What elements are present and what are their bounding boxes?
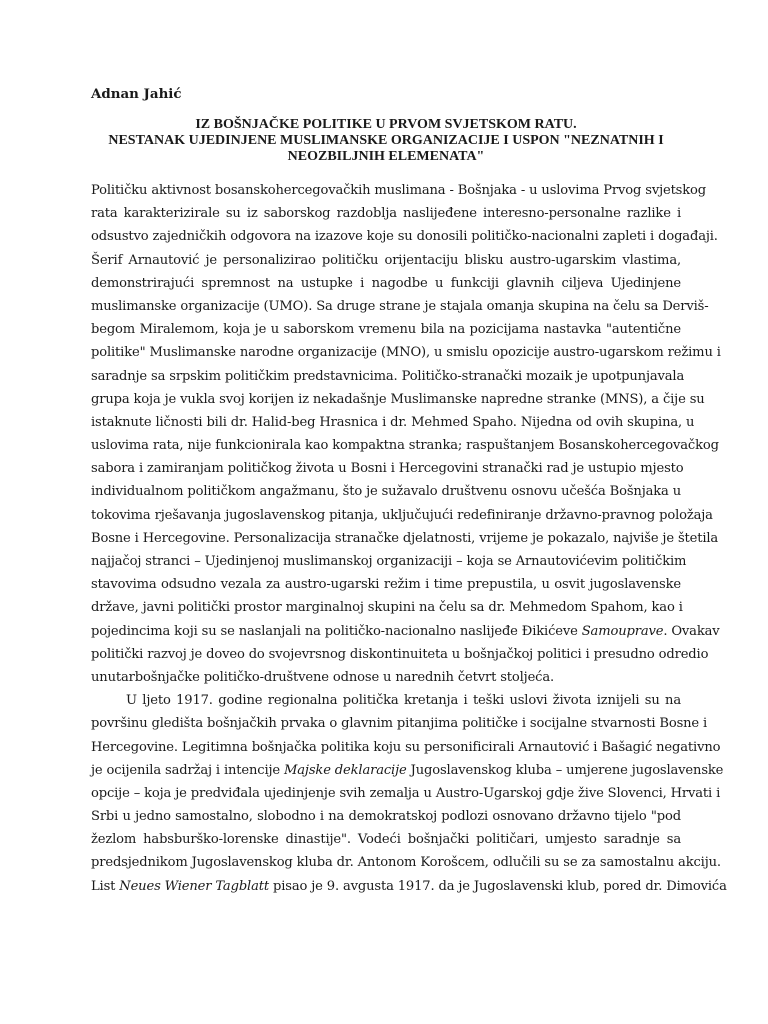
text-line: površinu gledišta bošnjačkih prvaka o glavnim pitanjima političke i socijalne stvarnosti Bosne i	[91, 716, 708, 732]
text-line: U ljeto 1917. godine regionalna politička kretanja i teški uslovi života iznijeli su na	[126, 693, 681, 709]
text-line: predsjednikom Jugoslavenskog kluba dr. Antonom Korošcem, odlučili su se za samostalnu akciju.	[91, 855, 721, 871]
text-line: najjačoj stranci – Ujedinjenoj muslimanskoj organizaciji – koja se Arnautovićevim političkim	[91, 554, 687, 569]
title-line: IZ BOŠNJAČKE POLITIKE U PRVOM SVJETSKOM RATU.	[195, 117, 577, 132]
text-line: Srbi u jedno samostalno, slobodno i na demokratskoj podlozi osnovano državno tijelo "pod	[91, 809, 681, 825]
text-line: tokovima rješavanja jugoslavenskog pitanja, uključujući redefiniranje državno-pravnog položaja	[91, 507, 713, 523]
text-line: opcije – koja je predviđala ujedinjenje svih zemalja u Austro-Ugarskoj gdje žive Slovenci, Hrvati i	[91, 785, 721, 801]
title-line: NESTANAK UJEDINJENE MUSLIMANSKE ORGANIZACIJE I USPON "NEZNATNIH I	[108, 133, 664, 148]
text-line	[91, 875, 727, 898]
text-run: Jugoslavenskog kluba – umjerene jugoslavenske	[406, 762, 724, 778]
author-name: Adnan Jahić	[91, 86, 182, 102]
text-line: Šerif Arnautović je personalizirao političku orijentaciju blisku austro-ugarskim vlastima,	[91, 252, 681, 268]
italic-title: Neues Wiener Tagblatt	[119, 878, 269, 894]
text-line: Hercegovine. Legitimna bošnjačka politika koju su personificirali Arnautović i Bašagić negativno	[91, 739, 721, 755]
text-line: saradnje sa srpskim političkim predstavnicima. Političko-stranački mozaik je upotpunjavala	[91, 368, 685, 384]
text-line	[91, 620, 720, 643]
text-run: pisao je 9. avgusta 1917. da je Jugoslavenski klub, pored dr. Dimovića	[268, 878, 727, 894]
paragraph-1	[91, 179, 721, 689]
text-line: individualnom političkom angažmanu, što je sužavalo društvenu osnovu učešća Bošnjaka u	[91, 484, 681, 500]
text-run: List	[91, 878, 120, 894]
title-line: NEOZBILJNIH ELEMENATA"	[287, 149, 485, 164]
text-line: Bosne i Hercegovine. Personalizacija stranačke djelatnosti, vrijeme je pokazalo, najviše je štetila	[91, 530, 719, 546]
text-line: politički razvoj je doveo do svojevrsnog diskontinuiteta u bošnjačkoj politici i presudno odredio	[91, 646, 709, 662]
text-line: sabora i zamiranjam političkog života u Bosni i Hercegovini stranački rad je ustupio mjesto	[91, 461, 684, 477]
text-line: muslimanske organizacije (UMO). Sa druge strane je stajala omanja skupina na čelu sa Derviš-	[91, 298, 709, 314]
text-line: stavovima odsudno vezala za austro-ugarski režim i time prepustila, u osvit jugoslavenske	[91, 577, 681, 593]
text-line: uslovima rata, nije funkcionirala kao kompaktna stranka; raspuštanjem Bosanskohercegovačkog	[91, 438, 719, 454]
text-line: Političku aktivnost bosanskohercegovačkih muslimana - Bošnjaka - u uslovima Prvog svjetskog	[91, 183, 707, 198]
text-line: istaknute ličnosti bili dr. Halid-beg Hrasnica i dr. Mehmed Spaho. Nijedna od ovih skupina, u	[91, 414, 695, 430]
text-run: je ocijenila sadržaj i intencije	[91, 762, 285, 778]
text-line: politike" Muslimanske narodne organizacije (MNO), u smislu opozicije austro-ugarskom režimu i	[91, 345, 721, 361]
text-line: begom Miralemom, koja je u saborskom vremenu bila na pozicijama nastavka "autentične	[91, 322, 681, 338]
article-title	[91, 117, 681, 165]
italic-title: Majske deklaracije	[284, 762, 407, 778]
text-line	[91, 759, 724, 782]
text-line: grupa koja je vukla svoj korijen iz nekadašnje Muslimanske napredne stranke (MNS), a čije su	[91, 391, 705, 407]
text-line: države, javni politički prostor marginalnoj skupini na čelu sa dr. Mehmedom Spahom, kao i	[91, 600, 683, 616]
italic-title: Samouprave	[581, 623, 664, 639]
text-run: pojedincima koji su se naslanjali na političko-nacionalno naslijeđe Đikićeve	[91, 623, 582, 639]
text-run: . Ovakav	[663, 623, 720, 639]
text-line: odsustvo zajedničkih odgovora na izazove koje su donosili političko-nacionalni zapleti i događaji.	[91, 229, 718, 245]
text-line: žezlom habsburško-lorenske dinastije". Vodeći bošnjački političari, umjesto saradnje sa	[91, 832, 681, 848]
article-body	[91, 179, 727, 898]
paragraph-2	[91, 689, 727, 898]
text-line: unutarbošnjačke političko-društvene odnose u narednih četvrt stoljeća.	[91, 669, 555, 685]
text-line: rata karakterizirale su iz saborskog razdoblja naslijeđene interesno-personalne razlike i	[91, 206, 681, 222]
text-line: demonstrirajući spremnost na ustupke i nagodbe u funkciji glavnih ciljeva Ujedinjene	[91, 275, 681, 291]
